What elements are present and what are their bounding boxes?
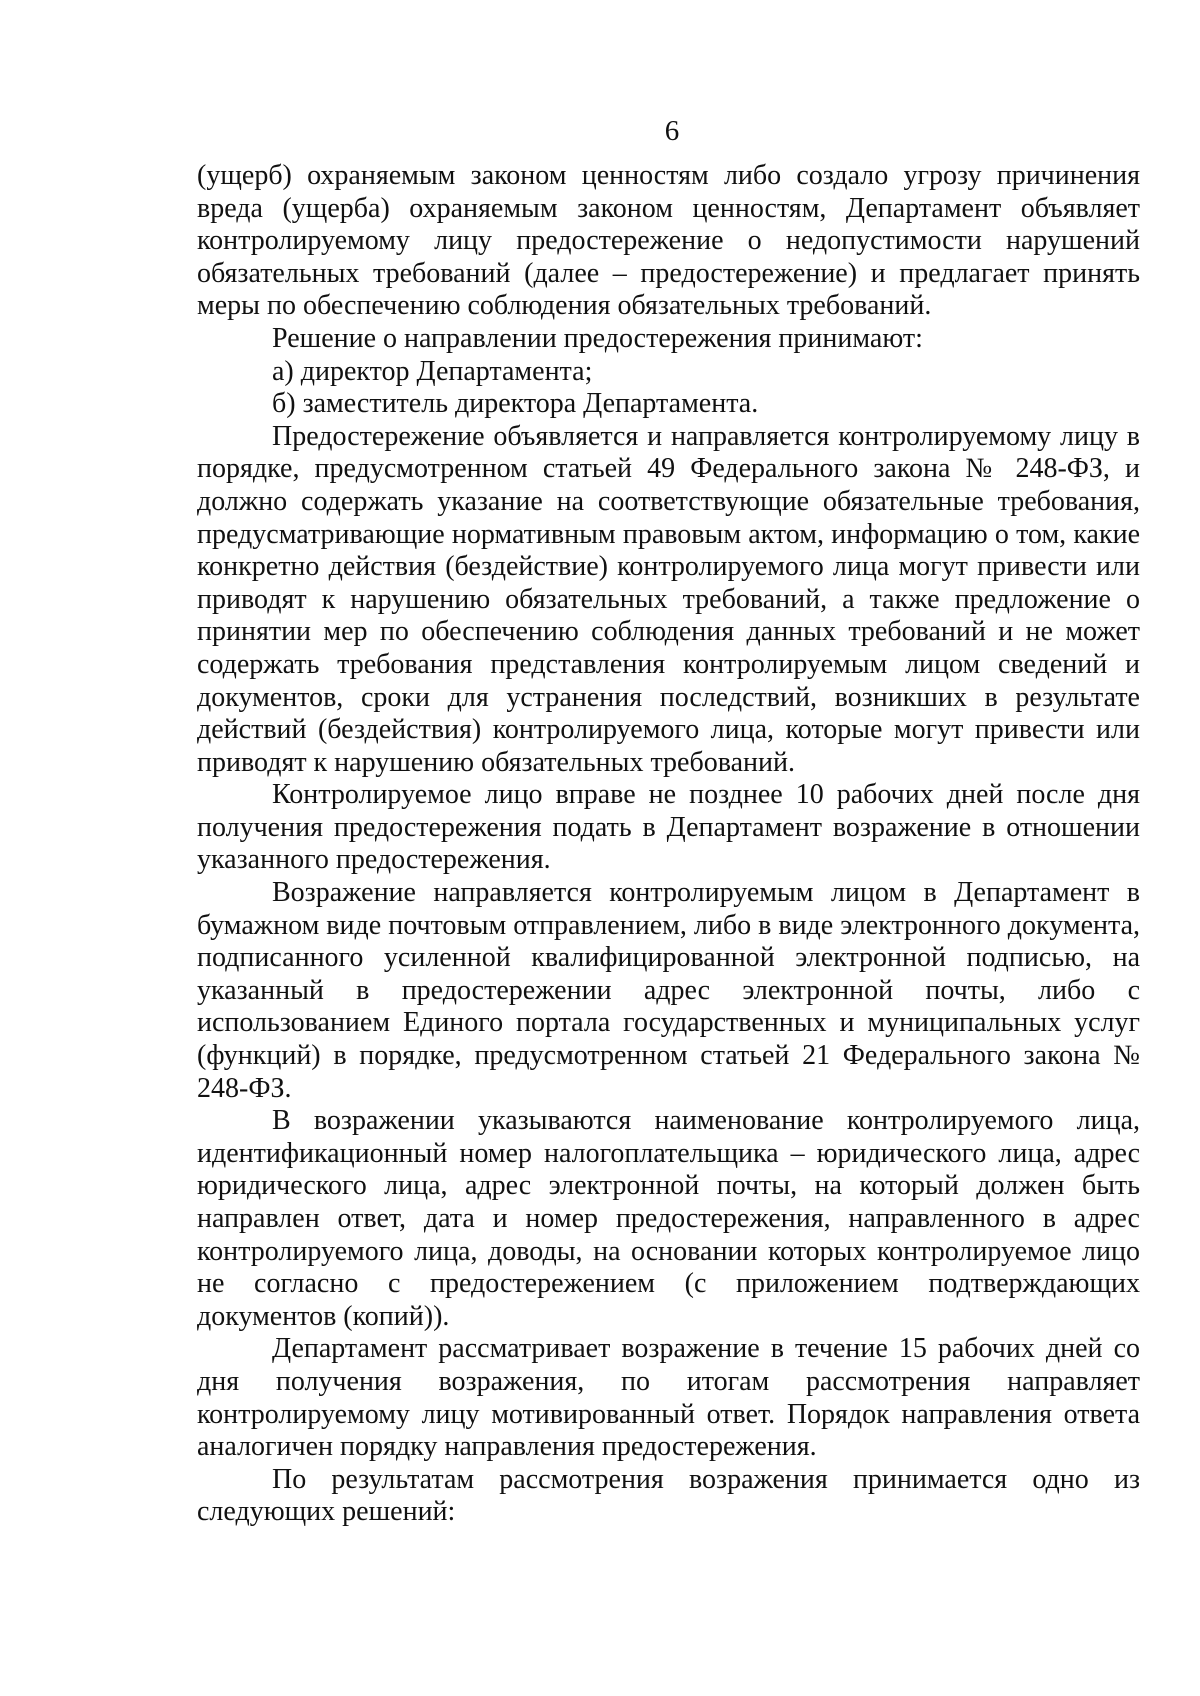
paragraph-review-results: По результатам рассмотрения возражения принимается одно из следующих решений:: [197, 1463, 1140, 1528]
list-item-director: а) директор Департамента;: [272, 355, 593, 387]
paragraph-continuation: (ущерб) охраняемым законом ценностям либо создало угрозу причинения вреда (ущерба) охраняемым законом ценностям, Департамент объявляет контролируемому лицу предостережение о недопустимости нарушений обязательных требований (далее – предостережение) и предлагает принять меры по обеспечению соблюдения обязательных требований.: [197, 160, 1140, 322]
paragraph-objection-contents: В возражении указываются наименование контролируемого лица, идентификационный номер налогоплательщика – юридического лица, адрес юридического лица, адрес электронной почты, на который должен быть направлен ответ, дата и номер предостережения, направленного в адрес контролируемого лица, доводы, на основании которых контролируемое лицо не согласно с предостережением (с приложением подтверждающих документов (копий)).: [197, 1105, 1140, 1332]
paragraph-warning-content: Предостережение объявляется и направляется контролируемому лицу в порядке, предусмотренном статьей 49 Федерального закона № 248-ФЗ, и должно содержать указание на соответствующие обязательные требования, предусматривающие нормативным правовым актом, информацию о том, какие конкретно действия (бездействие) контролируемого лица могут привести или приводят к нарушению обязательных требований, а также предложение о принятии мер по обеспечению соблюдения данных требований и не может содержать требования представления контролируемым лицом сведений и документов, сроки для устранения последствий, возникших в результате действий (бездействия) контролируемого лица, которые могут привести или приводят к нарушению обязательных требований.: [197, 420, 1140, 778]
paragraph-objection-deadline: Контролируемое лицо вправе не позднее 10 рабочих дней после дня получения предостережения подать в Департамент возражение в отношении указанного предостережения.: [197, 779, 1140, 876]
document-body: [197, 160, 1140, 1529]
paragraph-decision-intro: Решение о направлении предостережения принимают:: [272, 322, 923, 354]
list-item-deputy-director: б) заместитель директора Департамента.: [272, 388, 759, 420]
page-number: 6: [664, 115, 680, 147]
paragraph-objection-review: Департамент рассматривает возражение в течение 15 рабочих дней со дня получения возражения, по итогам рассмотрения направляет контролируемому лицу мотивированный ответ. Порядок направления ответа аналогичен порядку направления предостережения.: [197, 1333, 1140, 1463]
paragraph-objection-delivery: Возражение направляется контролируемым лицом в Департамент в бумажном виде почтовым отправлением, либо в виде электронного документа, подписанного усиленной квалифицированной электронной подписью, на указанный в предостережении адрес электронной почты, либо с использованием Единого портала государственных и муниципальных услуг (функций) в порядке, предусмотренном статьей 21 Федерального закона № 248-ФЗ.: [197, 877, 1140, 1104]
